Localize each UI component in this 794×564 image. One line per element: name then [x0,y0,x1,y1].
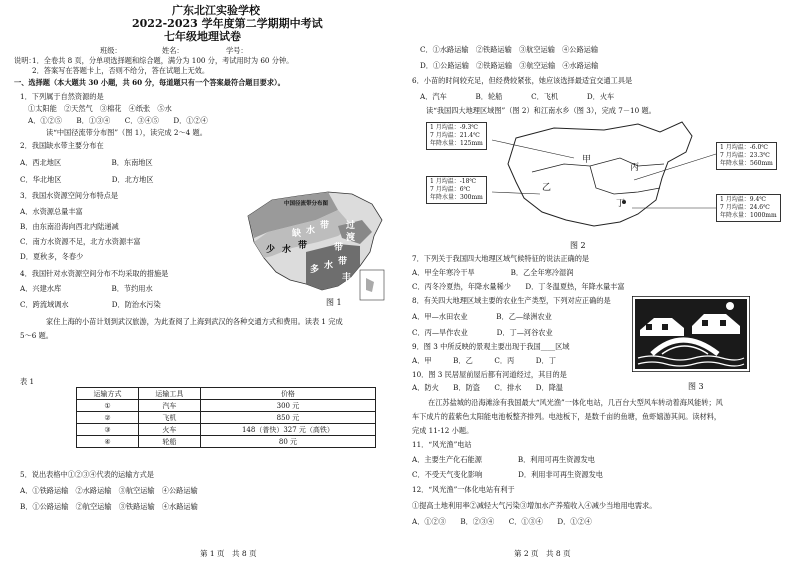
field-class: 班级： [100,46,122,55]
table-cell: 汽车 [138,400,200,412]
note-1: 1．全卷共 8 页，分单项选择题和综合题，满分为 100 分，考试用时为 60 分钟。 [32,56,294,65]
q5-line2: B．①公路运输 ②航空运输 ③铁路运输 ④水路运输 [20,502,198,511]
q11-line2: C．不受天气变化影响 D．利用非可再生资源发电 [412,470,603,479]
q2-line1: A．西北地区 B．东南地区 [20,158,153,167]
map1-caption: 图 1 [326,298,342,307]
q5-line3: C．①水路运输 ②铁路运输 ③航空运输 ④公路运输 [420,45,599,54]
table-cell: 80 元 [200,436,375,448]
q3-line4: D．夏秋多，冬春少 [20,252,84,261]
q8-line2: C．丙—旱作农业 D．丁—河谷农业 [412,328,553,337]
table-header: 价格 [200,388,375,400]
field-id: 学号： [226,46,248,55]
climate-line: 1 月均温：-18℃ [430,178,477,185]
climate-line: 7 月均温：6℃ [430,186,471,193]
notes-label: 说明： [14,56,36,65]
zone-label: 水 [282,245,292,255]
water-town-figure [632,296,750,372]
q4-stem: 4．我国针对水资源空间分布不均采取的措施是 [20,269,169,278]
region-label-bing: 丙 [630,163,640,173]
q7-stem: 7．下列关于我国四大地理区域气候特征的说法正确的是 [412,254,590,263]
climate-box-4 [716,194,781,222]
table-row [77,400,376,412]
q1-line2: A．①②⑤ B．①③④ C．③④⑤ D．①②④ [28,116,208,125]
zone-label: 水 [324,261,334,271]
climate-line: 年降水量：300mm [430,194,483,201]
subject-title: 七年级地理试卷 [164,30,241,43]
q10-stem: 10．图 3 民居屋前屋后都有河道经过，其目的是 [412,370,567,379]
q12-line2: A．①②③ B．②③④ C．①③④ D．①②④ [412,517,592,526]
q4-line1: A．兴建水库 B．节约用水 [20,284,153,293]
passage-line3: 完成 11-12 小题。 [412,426,474,435]
school-name: 广东北江实验学校 [172,4,260,17]
q9-stem: 9．图 3 中所反映的景观主要出现于我国____区域 [412,342,570,351]
q5-stem: 5．说出表格中①②③④代表的运输方式是 [20,470,154,479]
q11-line1: A．主要生产化石能源 B．利用可再生资源发电 [412,455,595,464]
table-cell: 飞机 [138,412,200,424]
climate-line: 7 月均温：21.4℃ [430,132,480,139]
table-header: 运输方式 [77,388,139,400]
map2-caption: 图 2 [570,241,586,250]
q5-6-intro: 家住上海的小苗计划到武汉旅游，为此查阅了上海到武汉的各种交通方式和费用。读表 1 完成 [46,317,343,326]
table-row [77,436,376,448]
climate-line: 年降水量：125mm [430,140,483,147]
climate-line: 年降水量：1000mm [720,212,777,219]
q3-line2: B．由东南沿海向西北内陆递减 [20,222,119,231]
table-cell: ① [77,400,139,412]
q7-line2: C．丙冬冷夏热，年降水量稀少 D．丁冬温夏热，年降水量丰富 [412,282,625,291]
q5-line4: D．①公路运输 ②铁路运输 ③航空运输 ④水路运输 [420,61,599,70]
exam-title: 2022-2023 学年度第二学期期中考试 [132,17,323,30]
region-label-jia: 甲 [582,155,592,165]
climate-line: 1 月均温：9.4℃ [720,196,766,203]
page-footer-2: 第 2 页 共 8 页 [514,549,571,558]
table-cell: 300 元 [200,400,375,412]
zone-label: 带 [320,221,330,231]
table-row [77,412,376,424]
q1-line1: ①太阳能 ②天然气 ③棉花 ④纸张 ⑤水 [28,104,172,113]
table-cell: 850 元 [200,412,375,424]
region-map [424,118,784,246]
runoff-map [242,186,388,306]
section-heading: 一、选择题（本大题共 30 小题，共 60 分，每道题只有一个答案最符合题目要求）。 [14,78,285,87]
table-cell: 轮船 [138,436,200,448]
fig3-caption: 图 3 [688,382,704,391]
zone-label: 渡 [346,233,356,243]
q12-stem: 12．“风光渔”一体化电站有利于 [412,485,515,494]
q5-line1: A．①铁路运输 ②水路运输 ③航空运输 ④公路运输 [20,486,198,495]
q8-line1: A．甲—水田农业 B．乙—绿洲农业 [412,312,552,321]
climate-line: 1 月均温：-6.0℃ [720,144,769,151]
zone-label: 带 [298,241,308,251]
table1-caption: 表 1 [20,377,35,386]
table-header-row [77,388,376,400]
zone-label: 丰 [342,273,352,283]
water-town-papercut-icon [632,296,750,372]
zone-label: 少 [266,245,276,255]
climate-line: 年降水量：560mm [720,160,773,167]
q6-options: A．汽车 B．轮船 C．飞机 D．火车 [420,92,615,101]
table-cell: ③ [77,424,139,436]
climate-line: 7 月均温：23.3℃ [720,152,770,159]
zone-label: 多 [310,265,320,275]
zone-label: 水 [306,226,316,236]
climate-line: 1 月均温：-9.3℃ [430,124,479,131]
right-page [406,0,786,564]
left-page [14,0,394,564]
q10-line1: A．防火 B．防盗 C．排水 D．降温 [412,383,564,392]
zone-label: 带 [334,243,344,253]
q4-line2: C．跨流域调水 D．防治水污染 [20,300,161,309]
zone-label: 带 [338,257,348,267]
q3-stem: 3．我国水资源空间分布特点是 [20,191,119,200]
q2-stem: 2．我国缺水带主要分布在 [20,141,104,150]
region-label-yi: 乙 [542,183,552,193]
q9-line1: A．甲 B．乙 C．丙 D．丁 [412,356,556,365]
climate-line: 7 月均温：24.6℃ [720,204,770,211]
table-cell: ④ [77,436,139,448]
q3-line3: C．南方水资源不足，北方水资源丰富 [20,237,141,246]
zone-label: 过 [346,221,356,231]
table-cell: ② [77,412,139,424]
note-2: 2．答案写在答题卡上，否则不给分，答在试题上无效。 [32,66,210,75]
climate-box-3 [716,142,777,170]
table-header: 运输工具 [138,388,200,400]
q6-stem: 6．小苗的时间较充足，但经费较紧张，她应该选择最适宜交通工具是 [412,76,633,85]
transport-table [76,387,376,448]
q2-4-intro: 读“中国径流带分布图”（图 1），读完成 2～4 题。 [46,128,207,137]
passage-line2: 车下成片的蓝紫色太阳能电池板整齐排列。电池板下，是数千亩的鱼塘，鱼虾嬉游其间。读材料， [412,412,722,421]
table-row [77,424,376,436]
q11-stem: 11．“风光渔”电站 [412,440,472,449]
passage-line1: 在江苏盐城的沿海滩涂有我国最大“风光渔”一体化电站，几百台大型风车转动着海风能转；风 [428,398,723,407]
zone-label: 缺 [292,229,302,239]
q3-line1: A．水资源总量丰富 [20,207,83,216]
q2-line2: C．华北地区 D．北方地区 [20,175,154,184]
map1-title: 中国径流带分布图 [284,201,329,207]
region-label-ding: 丁 [616,199,626,209]
q7-10-intro: 读“我国四大地理区域图”（图 2）和江南水乡（图 3），完成 7－10 题。 [426,106,656,115]
q7-line1: A．甲全年寒冷干旱 B．乙全年寒冷湿润 [412,268,574,277]
field-name: 姓名： [162,46,184,55]
table-cell: 148（普快）327 元（高铁） [200,424,375,436]
page-footer-1: 第 1 页 共 8 页 [200,549,257,558]
table-cell: 火车 [138,424,200,436]
climate-box-2 [426,176,487,204]
q12-line1: ①提高土地利用率②减轻大气污染③增加水产养殖收入④减少当地用电需求。 [412,501,657,510]
q8-stem: 8．有关四大地理区域主要的农业生产类型，下列对应正确的是 [412,296,611,305]
climate-box-1 [426,122,487,150]
q1-stem: 1．下列属于自然资源的是 [20,92,104,101]
q5-6-intro-cont: 5～6 题。 [20,331,53,340]
